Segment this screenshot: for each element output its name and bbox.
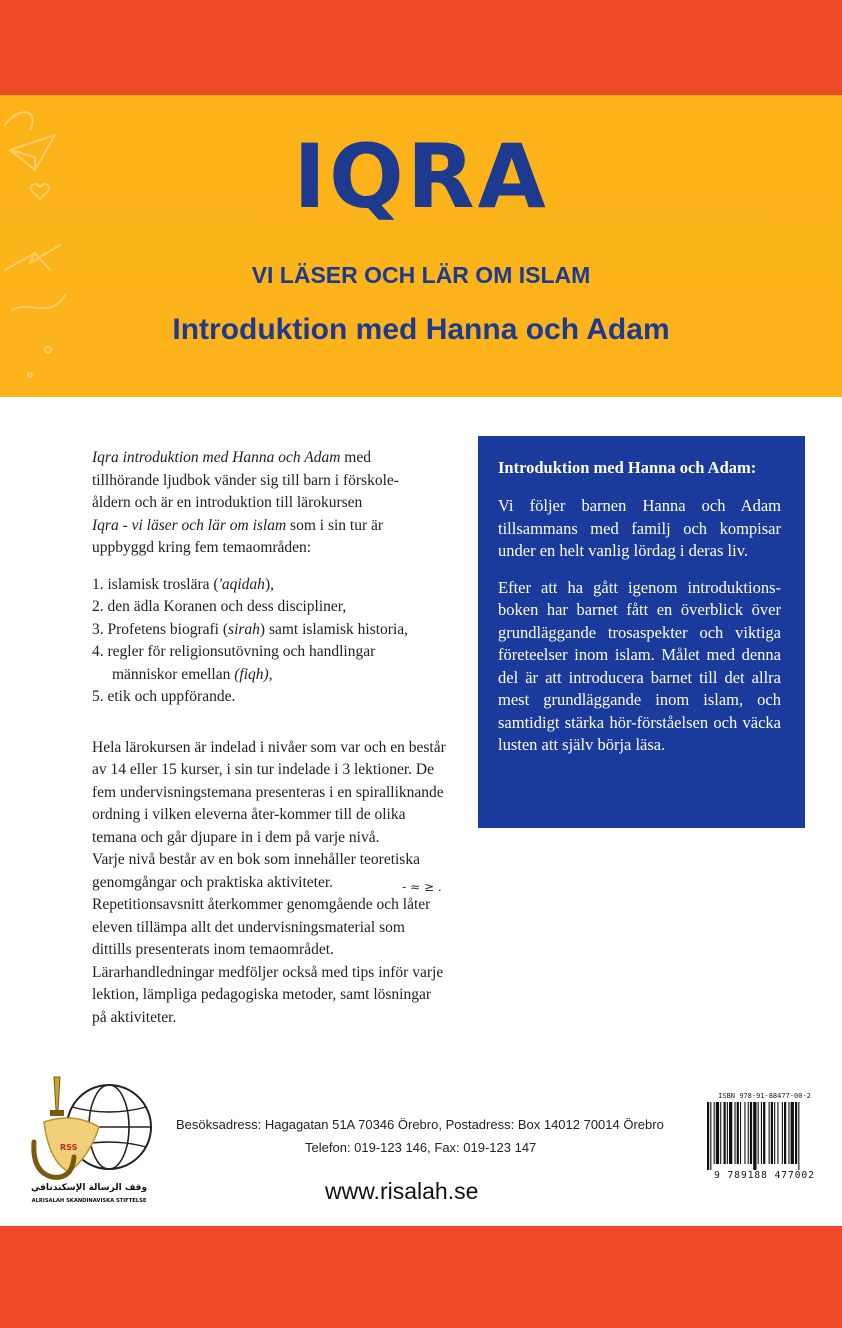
info-box-heading: Introduktion med Hanna och Adam:: [498, 458, 757, 477]
svg-text:RSS: RSS: [60, 1143, 78, 1152]
list-item: 2. den ädla Koranen och dess discipliner,: [92, 598, 347, 615]
top-red-band: [0, 0, 842, 95]
intro-text: tillhörande ljudbok vänder sig till barn i förskole-: [92, 471, 399, 489]
svg-text:ALRISALAH SKANDINAVISKA STIFTE: ALRISALAH SKANDINAVISKA STIFTELSE: [31, 1198, 147, 1204]
list-item: 1. islamisk troslära ('aqidah),: [92, 575, 274, 593]
intro-course-title: Iqra - vi läser och lär om islam: [92, 516, 287, 534]
pen-icon: [50, 1077, 64, 1116]
intro-book-title: Iqra introduktion med Hanna och Adam: [92, 449, 341, 466]
list-item: 4. regler för religionsutövning och handlingar människor emellan (fiqh),: [92, 643, 376, 683]
list-item: 5. etik och uppförande.: [92, 688, 236, 705]
info-box-paragraph: Efter att ha gått igenom introduktions-boken har barnet fått en överblick över grundläggande trosaspekter och viktiga företeelser inom islam. Målet med denna del är att introducera barnet till det allra mest grundläggande inom islam, och samtidigt stärka hör-förståelsen och väcka lusten att själv börja läsa.: [498, 577, 781, 754]
publisher-address: Besöksadress: Hagagatan 51A 70346 Örebro, Postadress: Box 14012 70014 Örebro: [176, 1117, 664, 1132]
publisher-phone: Telefon: 019-123 146, Fax: 019-123 147: [305, 1140, 537, 1155]
intro-text: uppbyggd kring fem temaområden:: [92, 539, 312, 556]
intro-text: åldern och är en introduktion till lärokursen: [92, 494, 363, 511]
levels-paragraph: Varje nivå består av en bok som innehåller teoretiska genomgångar och praktiska aktiviteter. Repetitionsavsnitt återkommer genomgående och låter eleven tillämpa allt det undervisningsmaterial som dittills presenterats inom temaområdet. Lärarhandledningar medföljer också med tips inför varje lektion, lämpliga pedagogiska metoder, samt lösningar på aktiviteter.: [92, 851, 444, 1026]
description-column: [92, 447, 447, 1029]
isbn-barcode: [703, 1092, 826, 1184]
intro-text: som i sin tur är: [286, 516, 384, 534]
course-structure-paragraph: Hela lärokursen är indelad i nivåer som var och en består av 14 eller 15 kurser, i sin tur indelade i 3 lektioner. De fem undervisningstemana presenteras i en spiralliknande ordning i vilken eleverna åter-kommer till de olika temana och går djupare in i dem på varje nivå.: [92, 738, 446, 846]
isbn-number: ISBN 978-91-88477-00-2: [718, 1092, 811, 1100]
book-title: IQRA: [293, 125, 549, 228]
publisher-website: www.risalah.se: [325, 1178, 479, 1204]
book-subtitle: VI LÄSER OCH LÄR OM ISLAM: [251, 262, 591, 288]
theme-list: [92, 574, 447, 709]
book-subtitle-intro: Introduktion med Hanna och Adam: [172, 313, 670, 346]
ean-number: 9 789188 477002: [714, 1170, 815, 1181]
intro-info-box: [478, 436, 805, 828]
risalah-logo: [14, 1072, 164, 1206]
svg-text:وقف الرسالة الإسكندنافي: وقف الرسالة الإسكندنافي: [30, 1183, 148, 1193]
list-item: 3. Profetens biografi (sirah) samt islamisk historia,: [92, 620, 409, 638]
intro-paragraph: [92, 447, 447, 560]
barcode-icon: [703, 1102, 826, 1172]
stray-mark: - ≈ ≥ .: [402, 880, 442, 894]
info-box-paragraph: Vi följer barnen Hanna och Adam tillsammans med familj och kompisar under en helt vanlig lördag i deras liv.: [498, 496, 781, 560]
bottom-red-band: [0, 1226, 842, 1328]
intro-text: med: [340, 449, 371, 466]
